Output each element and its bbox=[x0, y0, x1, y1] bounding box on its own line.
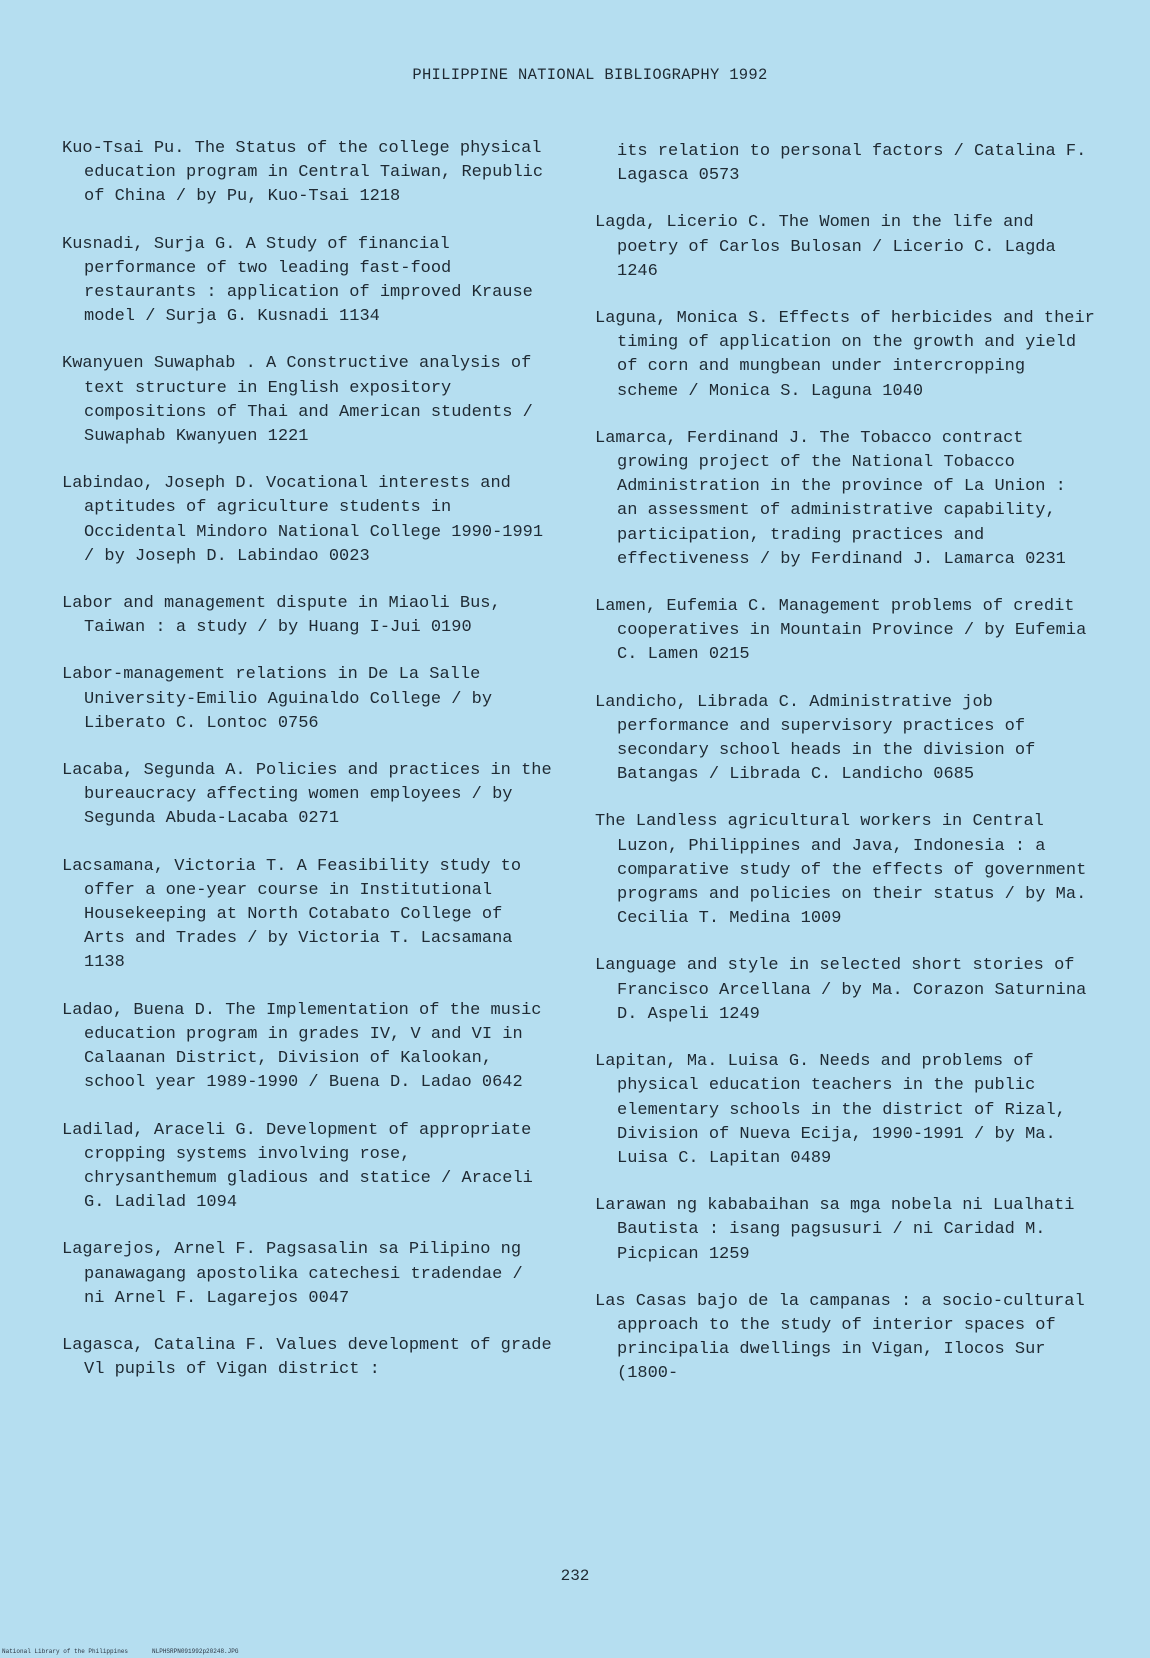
footer-library: National Library of the Philippines bbox=[2, 1648, 129, 1655]
bib-entry-continued: its relation to personal factors / Catalina F. Lagasca 0573 bbox=[617, 142, 1097, 186]
bib-entry: Landicho, Librada C. Administrative job performance and supervisory practices of secondary school heads in the division of Batangas / Librada C. Landicho 0685 bbox=[595, 692, 1046, 785]
page-number: 232 bbox=[560, 1567, 590, 1585]
bib-entry: Language and style in selected short stories of Francisco Arcellana / by Ma. Corazon Saturnina D. Aspeli 1249 bbox=[595, 956, 1097, 1024]
bib-entry: Ladao, Buena D. The Implementation of the music education program in grades IV, V and VI in Calaanan District, Division of Kalookan, school year 1989-1990 / Buena D. Ladao 0642 bbox=[62, 1000, 552, 1093]
right-column bbox=[595, 140, 1106, 1410]
bib-entry: Labor and management dispute in Miaoli Bus, Taiwan : a study / by Huang I-Jui 0190 bbox=[62, 594, 511, 638]
bib-entry: Lagarejos, Arnel F. Pagsasalin sa Pilipino ng panawagang apostolika catechesi tradendae / ni Arnel F. Lagarejos 0047 bbox=[62, 1240, 533, 1308]
bib-entry: Lamarca, Ferdinand J. The Tobacco contract growing project of the National Tobacco Administration in the province of La Union : an assessment of administrative capability, participation, trading practices and effectiveness / by Ferdinand J. Lamarca 0231 bbox=[595, 428, 1077, 569]
bib-entry: Labor-management relations in De La Salle University-Emilio Aguinaldo College / by Liberato C. Lontoc 0756 bbox=[62, 665, 503, 733]
scan-footer bbox=[2, 1648, 262, 1656]
bib-entry: Lacaba, Segunda A. Policies and practices in the bureaucracy affecting women employees / by Segunda Abuda-Lacaba 0271 bbox=[62, 761, 562, 829]
page-header: PHILIPPINE NATIONAL BIBLIOGRAPHY 1992 bbox=[412, 66, 768, 84]
left-column bbox=[62, 137, 562, 1405]
bib-entry: Laguna, Monica S. Effects of herbicides and their timing of application on the growth and yield of corn and mungbean under intercropping scheme / Monica S. Laguna 1040 bbox=[595, 309, 1106, 401]
bib-entry: Kusnadi, Surja G. A Study of financial performance of two leading fast-food restaurants : application of improved Krause model / Surja G. Kusnadi 1134 bbox=[62, 234, 544, 327]
bib-entry: The Landless agricultural workers in Central Luzon, Philippines and Java, Indonesia : a comparative study of the effects of government programs and policies on their status / by Ma. Cecilia T. Medina 1009 bbox=[595, 812, 1097, 929]
bib-entry: Labindao, Joseph D. Vocational interests and aptitudes of agriculture students in Occidental Mindoro National College 1990-1991 / by Joseph D. Labindao 0023 bbox=[62, 474, 554, 566]
footer-file: NLPHSRPN091992p20248.JPG bbox=[152, 1648, 239, 1655]
bib-entry: Kwanyuen Suwaphab . A Constructive analysis of text structure in English expository compositions of Thai and American students / Suwaphab Kwanyuen 1221 bbox=[62, 354, 544, 447]
bib-entry: Las Casas bajo de la campanas : a socio-cultural approach to the study of interior spaces of principalia dwellings in Vigan, Ilocos Sur (1800- bbox=[595, 1291, 1095, 1384]
bib-entry: Kuo-Tsai Pu. The Status of the college physical education program in Central Taiwan, Republic of China / by Pu, Kuo-Tsai 1218 bbox=[62, 139, 554, 207]
bib-entry: Lapitan, Ma. Luisa G. Needs and problems of physical education teachers in the public elementary schools in the district of Rizal, Division of Nueva Ecija, 1990-1991 / by Ma. Luisa C. Lapitan 0489 bbox=[595, 1052, 1077, 1168]
bib-entry: Ladilad, Araceli G. Development of appropriate cropping systems involving rose, chrysanthemum gladious and statice / Araceli G. Ladilad 1094 bbox=[62, 1120, 544, 1213]
bib-entry: Lamen, Eufemia C. Management problems of credit cooperatives in Mountain Province / by Eufemia C. Lamen 0215 bbox=[595, 597, 1097, 665]
bib-entry: Larawan ng kababaihan sa mga nobela ni Lualhati Bautista : isang pagsusuri / ni Caridad M. Picpican 1259 bbox=[595, 1196, 1085, 1264]
bib-entry: Lagasca, Catalina F. Values development of grade Vl pupils of Vigan district : bbox=[62, 1335, 562, 1380]
bib-entry: Lacsamana, Victoria T. A Feasibility study to offer a one-year course in Institutional Housekeeping at North Cotabato College of Arts and Trades / by Victoria T. Lacsamana 1138 bbox=[62, 856, 532, 973]
bib-entry: Lagda, Licerio C. The Women in the life and poetry of Carlos Bulosan / Licerio C. Lagda 1246 bbox=[595, 213, 1066, 281]
